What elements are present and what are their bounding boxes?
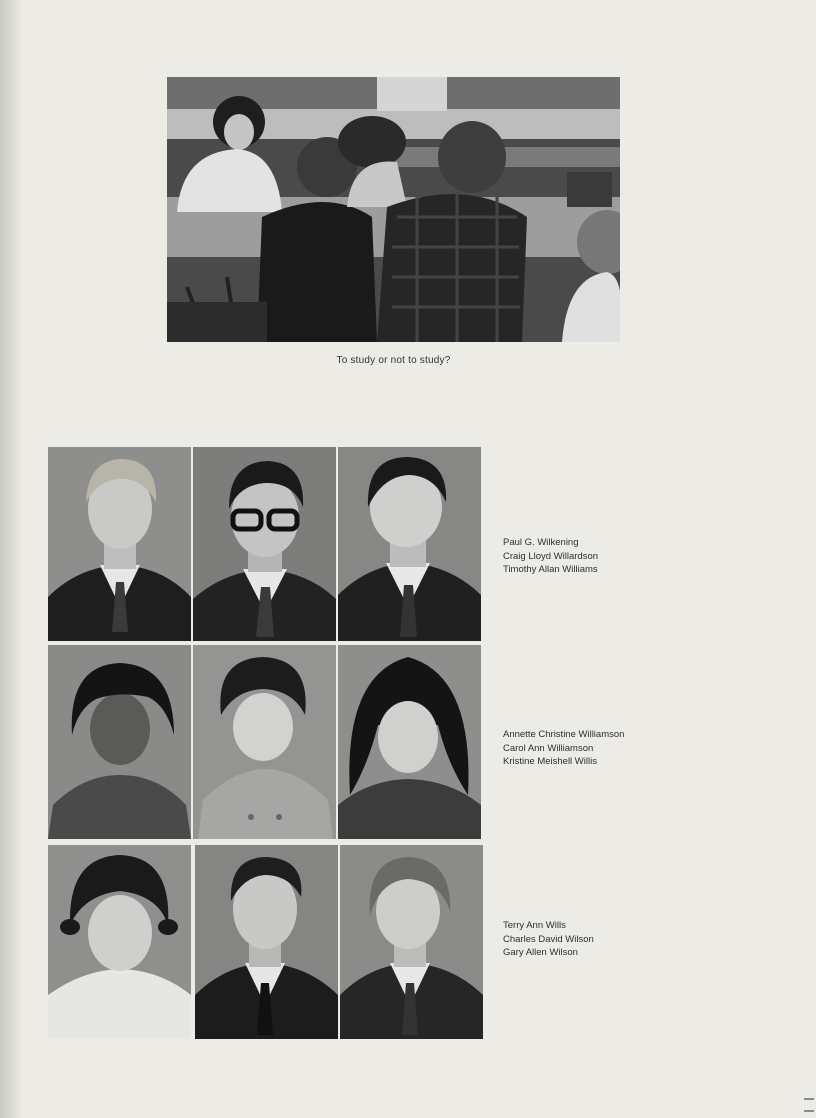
names-row-2 [503,728,624,769]
student-name: Annette Christine Williamson [503,729,625,740]
student-name: Terry Ann Wills [503,920,566,931]
photo-caption: To study or not to study? [336,355,451,366]
portrait-carol-williamson [193,645,336,839]
student-name: Carol Ann Williamson [503,742,594,754]
portrait-terry-wills [48,845,191,1039]
student-name: Gary Allen Wilson [503,947,578,958]
student-name: Timothy Allan Williams [503,564,598,575]
student-name: Charles David Wilson [503,933,594,945]
names-row-1 [503,536,598,577]
portrait-timothy-williams [338,447,481,641]
candid-study-photo [167,77,620,342]
portrait-charles-wilson [195,845,338,1039]
names-row-3 [503,919,594,960]
page-edge-shadow [0,0,22,1118]
portrait-craig-willardson [193,447,336,641]
portrait-annette-williamson [48,645,191,839]
student-name: Paul G. Wilkening [503,537,579,548]
student-name: Kristine Meishell Willis [503,756,597,767]
page-corner-mark [804,1098,814,1112]
portrait-kristine-willis [338,645,481,839]
portrait-gary-wilson [340,845,483,1039]
student-name: Craig Lloyd Willardson [503,550,599,562]
portrait-paul-wilkening [48,447,191,641]
